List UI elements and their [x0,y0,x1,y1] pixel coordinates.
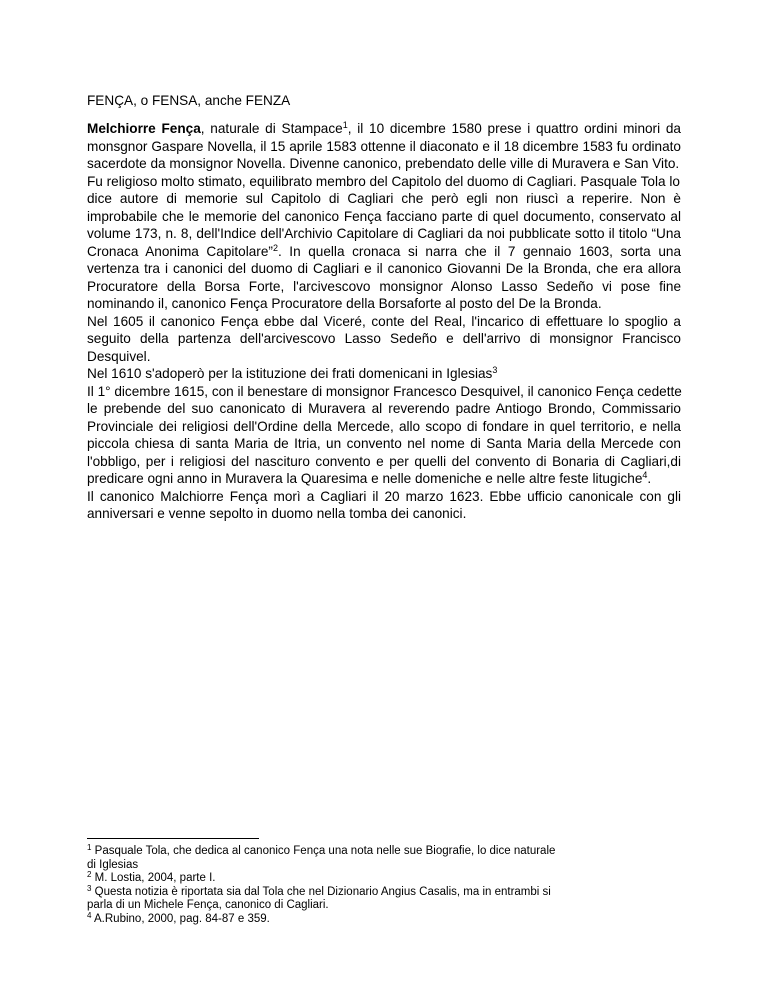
paragraph-spoglio [87,313,681,366]
entry-body [87,120,681,523]
footnote-ref-1[interactable]: 1 [342,120,348,130]
text-line: Cronaca Anonima Capitolare”$^2$. In quella cronaca si narra che il 7 gennaio 1603, sorta una [87,242,682,259]
paragraph-muravera [87,383,681,488]
text-line: piccola chiesa di santa Maria de Itria, un convento nel nome di Santa Maria della Mercede con [87,436,681,451]
text-line: Melchiorre Fença, naturale di Stampace$^1$, il 10 dicembre 1580 prese i quattro ordini minori da [87,120,681,136]
text-line: volume 173, n. 8, dell'Indice dell'Archivio Capitolare di Cagliari da noi pubblicate sotto il titolo “Una [87,226,681,241]
text-line: Il 1° dicembre 1615, con il benestare di monsignor Francesco Desquivel, il canonico Fença cedette [87,383,682,399]
footnote-2: $^2$ M. Lostia, 2004, parte I. [87,870,216,885]
text-line: nominando il, canonico Fença Procuratore della Borsaforte al posto del De la Bronda. [87,296,602,311]
text-line: Procuratore della Borsa Forte, l'arcivescovo monsignor Alonso Lasso Sedeño vi pose fine [87,278,681,294]
text-line: Provinciale dei religiosi dell'Ordine della Mercede, allo scopo di fondare in quel territorio, e nella [87,418,681,434]
paragraph-reputation [87,173,681,313]
text-line: seguito della partenza dell'arcivescovo Lasso Sedeño e dell'arrivo di monsignor Francisco [87,331,681,346]
entry-title: FENÇA, o FENSA, anche FENZA [87,93,291,108]
footnote-1: $^1$ Pasquale Tola, che dedica al canonico Fença una nota nelle sue Biografie, lo dice naturale di Iglesias [87,843,556,871]
text-line: Il canonico Malchiorre Fença morì a Cagliari il 20 marzo 1623. Ebbe ufficio canonicale con gli [87,488,681,504]
text-line: sacerdote da monsignor Novella. Divenne canonico, prebendato delle ville di Muravera e San Vito. [87,156,680,171]
text-line: le prebende del suo canonicato di Muravera al reverendo padre Antiogo Brondo, Commissario [87,401,681,416]
text-line: improbabile che le memorie del canonico Fença facciano parte di quel documento, conservato al [87,208,681,224]
text-line: Fu religioso molto stimato, equilibrato membro del Capitolo del duomo di Cagliari. Pasquale Tola lo [87,173,680,189]
footnote-separator [87,838,259,839]
text-line: Nel 1610 s'adoperò per la istituzione dei frati domenicani in Iglesias$^3$ [87,365,498,381]
footnote-3: $^3$ Questa notizia è riportata sia dal Tola che nel Dizionario Angius Casalis, ma in entrambi si parla di un Michele Fença, canonico di Cagliari. [87,883,551,912]
text-line: l'obbligo, per i religiosi del nascituro convento e per quelli del convento di Bonaria di Cagliari,di [87,453,681,469]
text-line: dice autore di memorie sul Capitolo di Cagliari che però egli non riuscì a reperire. Non è [87,191,681,206]
text-line: anniversari e venne sepolto in duomo nella tomba dei canonici. [87,506,467,521]
footnotes [87,845,627,927]
text-line: predicare ogni anno in Muravera la Quaresima e nelle domeniche e nelle altre feste litugiche$^4$. [87,470,652,486]
footnote-ref-2[interactable]: 2 [272,242,278,253]
footnote-ref-3[interactable]: 3 [492,365,498,375]
text-line: monsgnor Gaspare Novella, il 15 aprile 1583 ottenne il diaconato e il 18 dicembre 1583 fu ordinato [87,138,681,154]
paragraph-death [87,488,681,523]
text-line: Desquivel. [87,348,151,364]
paragraph-iglesias [87,365,681,383]
text-line: Nel 1605 il canonico Fença ebbe dal Viceré, conte del Real, l'incarico di effettuare lo spoglio a [87,313,681,329]
footnote-4: $^4$ A.Rubino, 2000, pag. 84-87 e 359. [87,910,270,925]
footnote-ref-4[interactable]: 4 [642,470,648,480]
person-name: Melchiorre Fença [87,121,201,136]
text-line: vertenza tra i canonici del duomo di Cagliari e il canonico Giovanni De la Bronda, che era allora [87,261,681,276]
paragraph-ordination [87,120,681,173]
